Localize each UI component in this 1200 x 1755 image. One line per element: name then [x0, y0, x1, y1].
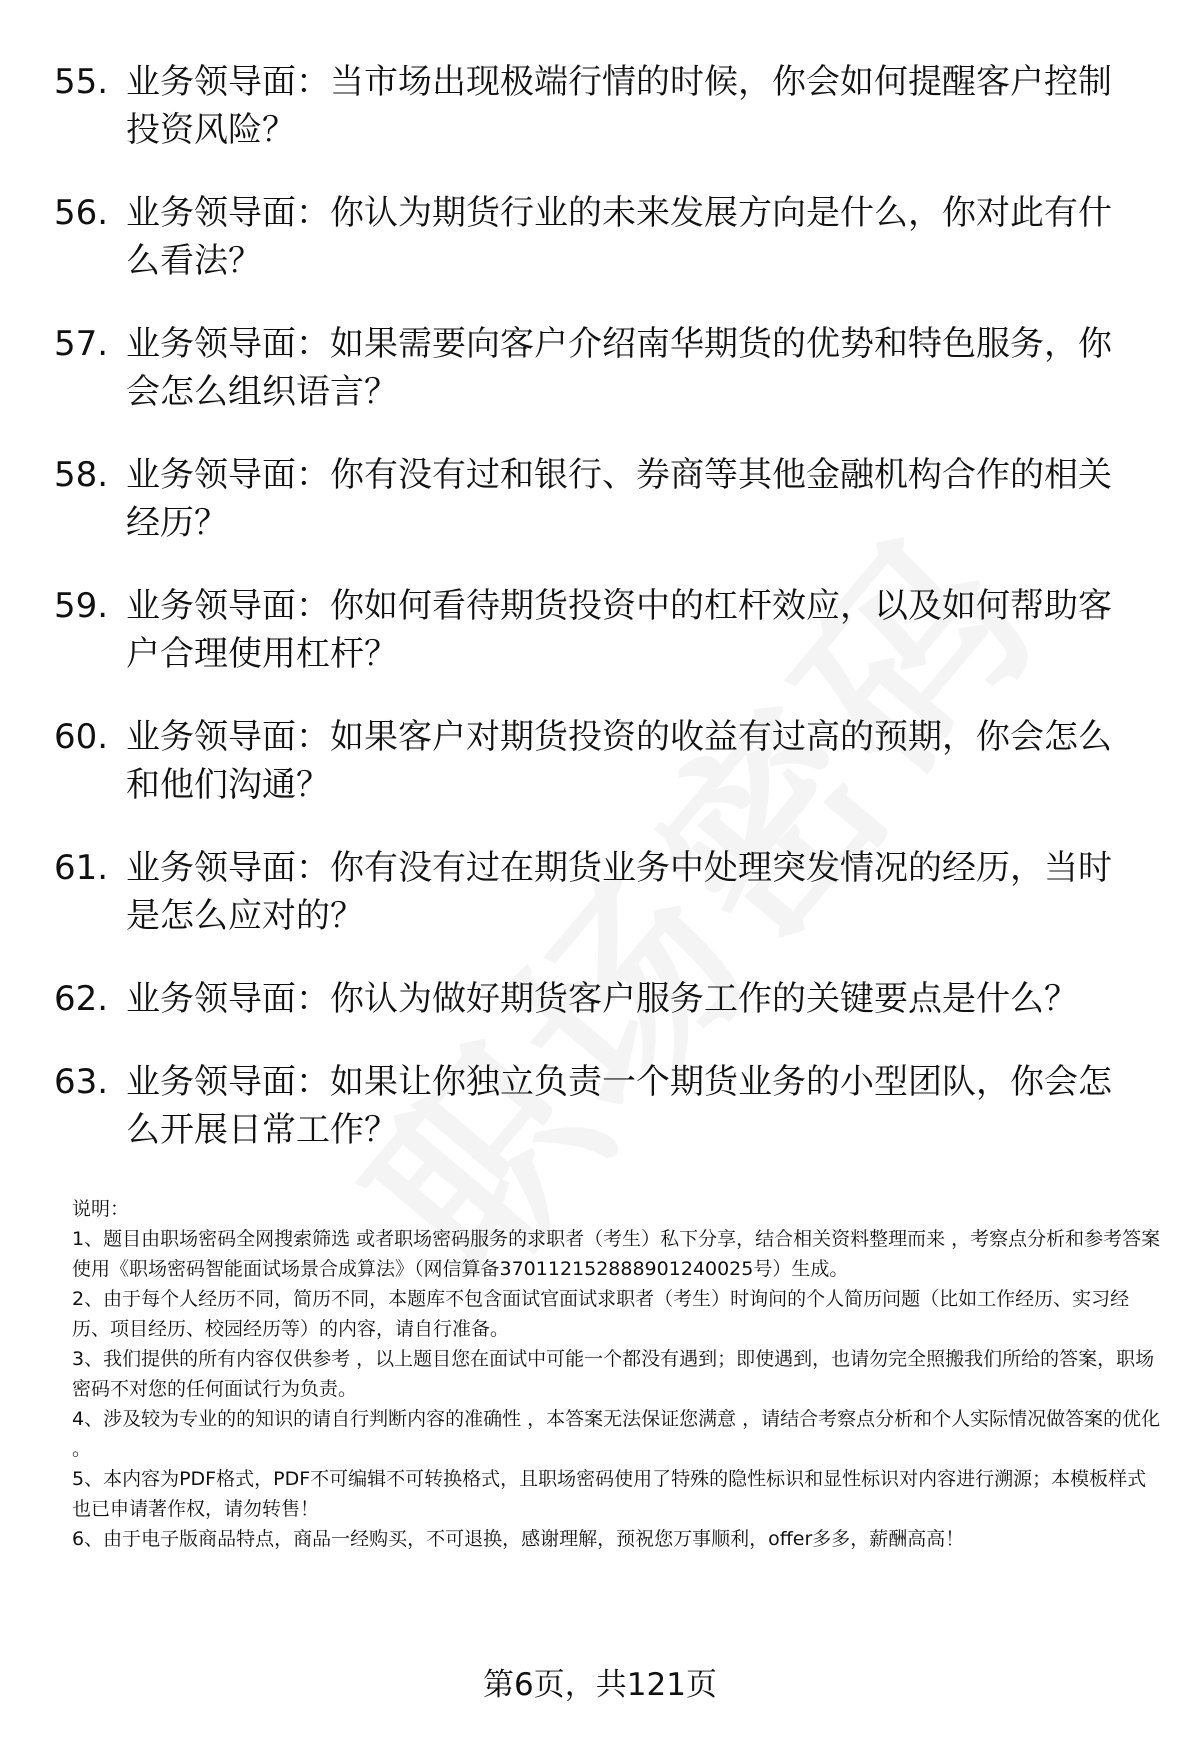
question-number: 63. — [54, 1062, 109, 1102]
question-item — [54, 713, 1144, 809]
question-list — [54, 58, 1144, 1189]
question-item — [54, 1058, 1144, 1154]
question-number: 55. — [54, 62, 109, 102]
note-item: 2、由于每个人经历不同，简历不同，本题库不包含面试官面试求职者（考生）时询问的个人简历问题（比如工作经历、实习经历、项目经历、校园经历等）的内容，请自行准备。 — [72, 1288, 1130, 1340]
question-item — [54, 320, 1144, 416]
note-item: 1、题目由职场密码全网搜索筛选 或者职场密码服务的求职者（考生）私下分享，结合相关资料整理而来 ，考察点分析和参考答案使用《职场密码智能面试场景合成算法》（网信算备370112152888901240025号）生成。 — [72, 1228, 1161, 1280]
notes-section — [72, 1194, 1162, 1554]
question-text: 业务领导面：你如何看待期货投资中的杠杆效应，以及如何帮助客户合理使用杠杆？ — [126, 586, 1112, 674]
question-number: 57. — [54, 324, 109, 364]
question-item — [54, 58, 1144, 154]
notes-title: 说明： — [72, 1198, 130, 1220]
note-item: 6、由于电子版商品特点，商品一经购买，不可退换，感谢理解，预祝您万事顺利，offer多多，薪酬高高！ — [72, 1528, 965, 1550]
question-item — [54, 451, 1144, 547]
question-text: 业务领导面：你认为做好期货客户服务工作的关键要点是什么？ — [126, 979, 1078, 1019]
question-item — [54, 582, 1144, 678]
page-indicator: 第6页，共121页 — [483, 1667, 717, 1703]
question-text: 业务领导面：你认为期货行业的未来发展方向是什么，你对此有什么看法？ — [126, 193, 1112, 281]
note-item: 5、本内容为PDF格式，PDF不可编辑不可转换格式，且职场密码使用了特殊的隐性标识和显性标识对内容进行溯源；本模板样式也已申请著作权，请勿转售！ — [72, 1468, 1147, 1520]
question-text: 业务领导面：如果让你独立负责一个期货业务的小型团队，你会怎么开展日常工作？ — [126, 1062, 1112, 1150]
question-number: 56. — [54, 193, 109, 233]
question-number: 62. — [54, 979, 109, 1019]
note-item: 4、涉及较为专业的的知识的请自行判断内容的准确性 ，本答案无法保证您满意 ，请结合考察点分析和个人实际情况做答案的优化 。 — [72, 1408, 1161, 1460]
question-item — [54, 189, 1144, 285]
question-number: 59. — [54, 586, 109, 626]
note-item: 3、我们提供的所有内容仅供参考 ，以上题目您在面试中可能一个都没有遇到；即使遇到，也请勿完全照搬我们所给的答案，职场密码不对您的任何面试行为负责。 — [72, 1348, 1155, 1400]
question-text: 业务领导面：当市场出现极端行情的时候，你会如何提醒客户控制投资风险？ — [126, 62, 1112, 150]
question-item — [54, 975, 1144, 1023]
question-item — [54, 844, 1144, 940]
question-number: 61. — [54, 848, 109, 888]
question-text: 业务领导面：如果客户对期货投资的收益有过高的预期，你会怎么和他们沟通？ — [126, 717, 1112, 805]
question-text: 业务领导面：你有没有过和银行、券商等其他金融机构合作的相关经历？ — [126, 455, 1112, 543]
question-text: 业务领导面：如果需要向客户介绍南华期货的优势和特色服务，你会怎么组织语言？ — [126, 324, 1112, 412]
question-number: 58. — [54, 455, 109, 495]
question-text: 业务领导面：你有没有过在期货业务中处理突发情况的经历，当时是怎么应对的？ — [126, 848, 1112, 936]
question-number: 60. — [54, 717, 109, 757]
